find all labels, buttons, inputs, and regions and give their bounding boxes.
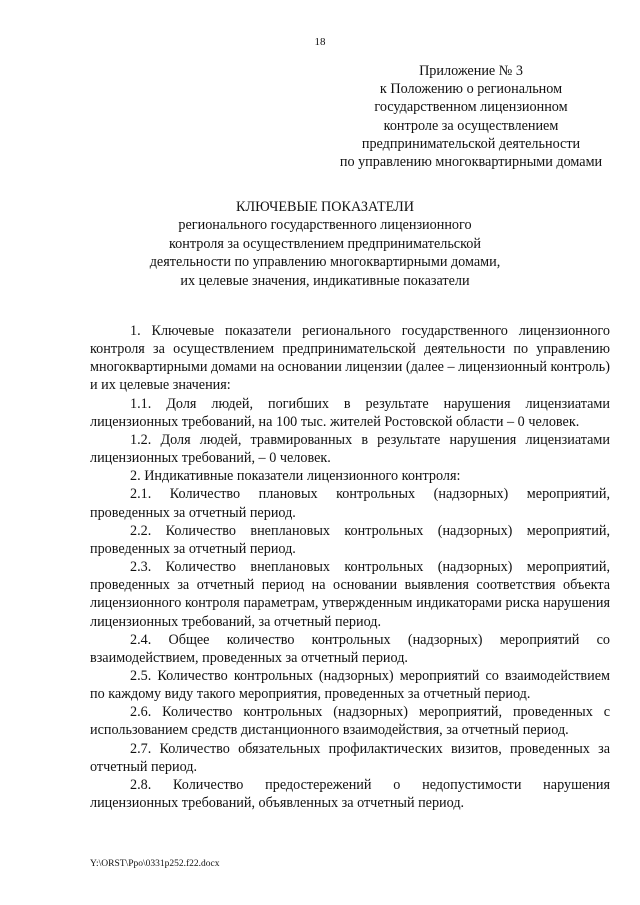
title-subtitle-line: деятельности по управлению многоквартирными домами, (149, 254, 501, 271)
appendix-line: по управлению многоквартирными домами (339, 154, 603, 171)
paragraph-2-5: 2.5. Количество контрольных (надзорных) мероприятий со взаимодействием по каждому виду такого мероприятия, проведенных за отчетный период. (90, 667, 610, 703)
paragraph-2: 2. Индикативные показатели лицензионного контроля: (130, 468, 461, 485)
appendix-line: к Положению о региональном (379, 81, 563, 98)
page-number: 18 (314, 36, 326, 48)
title-subtitle-line: регионального государственного лицензионного (178, 217, 472, 234)
appendix-line: контроле за осуществлением (383, 117, 559, 134)
title-subtitle-line: контроля за осуществлением предпринимательской (169, 235, 481, 252)
paragraph-2-3: 2.3. Количество внеплановых контрольных (надзорных) мероприятий, проведенных за отчетный период на основании выявления соответствия объекта лицензионного контроля параметрам, утвержденным индикаторами риска нарушения лицензионных требований, за отчетный период. (90, 559, 610, 630)
document-title (80, 198, 570, 290)
paragraph-2-1: 2.1. Количество плановых контрольных (надзорных) мероприятий, проведенных за отчетный период. (90, 486, 610, 521)
paragraph-2-8: 2.8. Количество предостережений о недопустимости нарушения лицензионных требований, объявленных за отчетный период. (90, 776, 610, 812)
paragraph-1-2: 1.2. Доля людей, травмированных в результате нарушения лицензиатами лицензионных требований, – 0 человек. (90, 431, 610, 467)
appendix-line: предпринимательской деятельности (361, 135, 581, 152)
file-path-footer: Y:\ORST\Ppo\0331p252.f22.docx (90, 859, 220, 869)
appendix-line: Приложение № 3 (419, 63, 523, 79)
paragraph-2-6: 2.6. Количество контрольных (надзорных) мероприятий, проведенных с использованием средств дистанционного взаимодействия, за отчетный период. (90, 704, 610, 739)
paragraph-1: 1. Ключевые показатели регионального государственного лицензионного контроля за осуществлением предпринимательской деятельности по управлению многоквартирными домами на основании лицензии (далее – лицензионный контроль) и их целевые значения: (90, 323, 610, 394)
document-body (90, 322, 610, 812)
appendix-header (318, 62, 624, 171)
paragraph-2-2: 2.2. Количество внеплановых контрольных (надзорных) мероприятий, проведенных за отчетный период. (90, 522, 610, 557)
paragraph-2-7: 2.7. Количество обязательных профилактических визитов, проведенных за отчетный период. (90, 740, 610, 775)
paragraph-1-1: 1.1. Доля людей, погибших в результате нарушения лицензиатами лицензионных требований, на 100 тыс. жителей Ростовской области – 0 человек. (90, 395, 610, 430)
paragraph-2-4: 2.4. Общее количество контрольных (надзорных) мероприятий со взаимодействием, проведенных за отчетный период. (90, 631, 610, 666)
appendix-line: государственном лицензионном (374, 99, 568, 116)
title-heading: КЛЮЧЕВЫЕ ПОКАЗАТЕЛИ (235, 199, 415, 215)
title-subtitle-line: их целевые значения, индикативные показатели (180, 272, 470, 289)
